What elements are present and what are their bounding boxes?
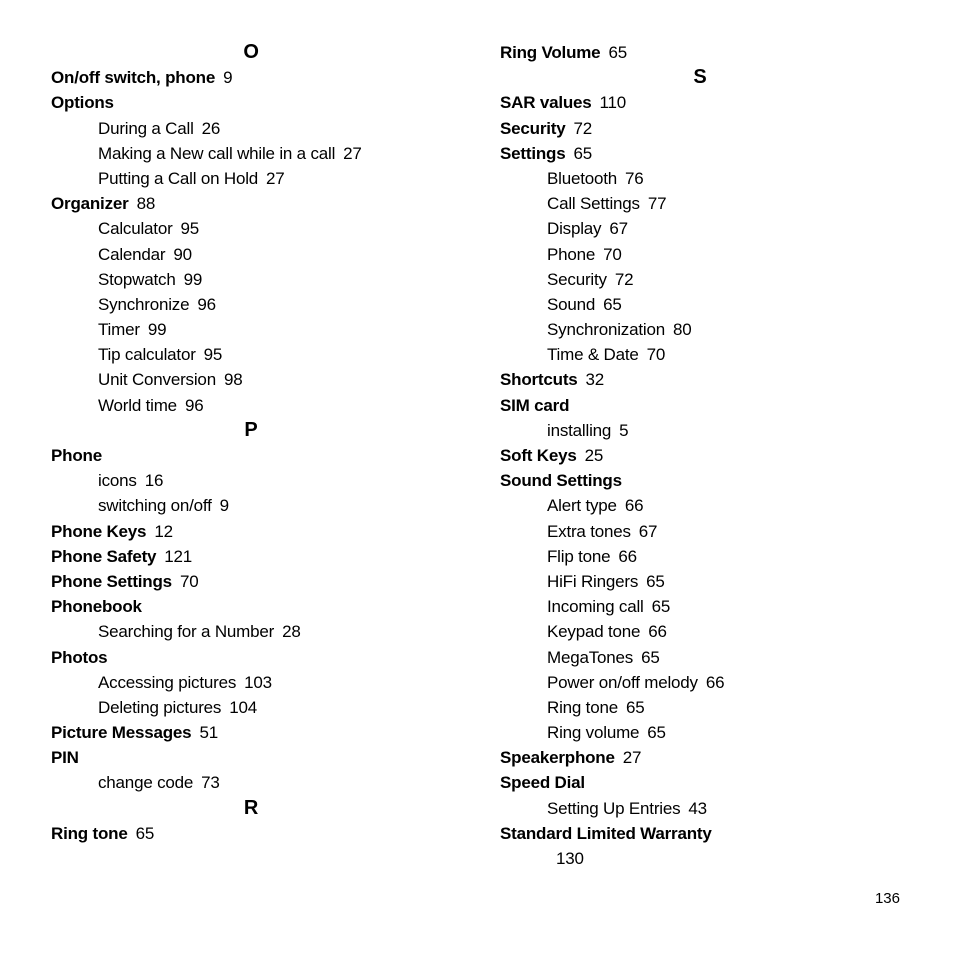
- index-subentry: [51, 393, 451, 418]
- index-term: Accessing pictures: [98, 672, 237, 692]
- index-page-ref: 99: [183, 269, 203, 289]
- index-entry: [500, 443, 900, 468]
- index-entry: [500, 40, 900, 65]
- index-subentry: [51, 267, 451, 292]
- index-section-letter: O: [243, 41, 259, 63]
- index-page-ref: 65: [641, 647, 660, 667]
- index-page-ref: 66: [618, 546, 637, 566]
- index-subentry: [51, 292, 451, 317]
- index-entry: [51, 745, 451, 770]
- index-column-left: [51, 40, 451, 846]
- index-entry: [51, 544, 451, 569]
- index-term: switching on/off: [98, 496, 212, 516]
- index-entry: [51, 645, 451, 670]
- index-entry: [500, 367, 900, 392]
- index-page-ref: 70: [179, 571, 199, 591]
- index-subentry: [500, 695, 900, 720]
- index-subentry: [500, 292, 900, 317]
- index-term: Tip calculator: [98, 345, 196, 365]
- index-page-ref: 95: [180, 219, 200, 239]
- index-page-ref: 51: [199, 723, 218, 743]
- index-term: Phone: [547, 244, 596, 264]
- index-page-ref: 65: [608, 43, 627, 62]
- index-entry: [51, 191, 451, 216]
- index-section-letter: R: [243, 796, 259, 819]
- index-page-ref: 95: [203, 345, 223, 365]
- index-subentry: [500, 418, 900, 443]
- index-section-letter: P: [244, 418, 258, 441]
- index-term: Making a New call while in a call: [98, 143, 336, 163]
- index-term: Putting a Call on Hold: [98, 168, 259, 188]
- index-page-ref: 9: [219, 496, 229, 516]
- index-page-ref: 16: [144, 471, 164, 491]
- index-entry: [51, 443, 451, 468]
- index-subentry: [51, 116, 451, 141]
- index-subentry: [51, 317, 451, 342]
- index-subentry: [51, 166, 451, 191]
- index-term: Stopwatch: [98, 269, 176, 289]
- index-term: Flip tone: [547, 546, 611, 566]
- index-page-ref: 90: [173, 244, 192, 264]
- index-term: Time & Date: [547, 345, 639, 365]
- index-subentry: [51, 770, 451, 795]
- index-subentry: [500, 720, 900, 745]
- index-entry: [500, 116, 900, 141]
- index-entry: [51, 594, 451, 619]
- index-entry: [500, 770, 900, 795]
- index-page-ref: 66: [705, 672, 725, 692]
- index-page-ref: 43: [688, 798, 707, 818]
- index-term: Sound: [547, 294, 596, 314]
- index-term: Incoming call: [547, 597, 644, 617]
- index-subentry: [500, 544, 900, 569]
- index-subentry: [500, 594, 900, 619]
- index-column-right: [500, 40, 900, 871]
- index-page-ref: 67: [609, 219, 628, 239]
- index-page-ref: 77: [647, 194, 667, 214]
- index-page-ref: 5: [619, 420, 629, 440]
- index-subentry: [51, 670, 451, 695]
- index-term: Photos: [51, 647, 108, 667]
- index-term: Ring volume: [547, 723, 640, 743]
- index-entry: [51, 90, 451, 115]
- index-subentry: [51, 619, 451, 644]
- index-page-ref: 80: [672, 320, 692, 340]
- index-term: Options: [51, 93, 114, 113]
- index-term: Unit Conversion: [98, 370, 216, 390]
- index-subentry: [51, 468, 451, 493]
- index-subentry: [500, 191, 900, 216]
- index-term: Calendar: [98, 244, 166, 264]
- index-term: Alert type: [547, 496, 617, 516]
- index-page-ref: 96: [184, 395, 204, 415]
- index-page-ref: 65: [603, 294, 622, 314]
- index-subentry: [500, 166, 900, 191]
- index-subentry: [500, 267, 900, 292]
- index-term: Organizer: [51, 194, 129, 214]
- index-term: Keypad tone: [547, 622, 641, 642]
- index-term: Searching for a Number: [98, 622, 275, 642]
- index-term: Phone: [51, 446, 102, 465]
- index-term: icons: [98, 471, 137, 491]
- index-term: Settings: [500, 143, 566, 163]
- index-entry: [500, 90, 900, 115]
- index-entry: [51, 519, 451, 544]
- index-page-ref: 25: [584, 446, 604, 465]
- index-page-ref: 65: [651, 597, 671, 617]
- index-term: SAR values: [500, 93, 592, 113]
- index-page-ref: 104: [229, 697, 257, 717]
- index-page-ref: 67: [638, 521, 658, 541]
- index-page-ref: 96: [197, 294, 216, 314]
- index-term: On/off switch, phone: [51, 68, 216, 88]
- index-term: Speakerphone: [500, 748, 615, 768]
- index-section-letter: S: [693, 66, 707, 89]
- page-number: 136: [874, 890, 900, 907]
- index-subentry: [51, 216, 451, 241]
- index-page-ref: 65: [646, 571, 665, 591]
- index-term: installing: [547, 420, 612, 440]
- index-subentry: [500, 569, 900, 594]
- index-subentry: [500, 796, 900, 821]
- index-term: Call Settings: [547, 194, 640, 214]
- index-term: Soft Keys: [500, 446, 577, 465]
- index-page-ref: 99: [147, 320, 167, 340]
- index-page-ref: 66: [648, 622, 667, 642]
- index-term: Ring tone: [547, 697, 618, 717]
- index-page-ref: 26: [201, 118, 221, 138]
- index-term: Ring Volume: [500, 43, 601, 62]
- index-entry: [500, 141, 900, 166]
- index-page-ref: 98: [223, 370, 243, 390]
- index-term: HiFi Ringers: [547, 571, 639, 591]
- index-term: change code: [98, 773, 194, 793]
- index-entry: [500, 821, 900, 846]
- index-page-ref: 72: [573, 118, 593, 138]
- index-term: Extra tones: [547, 521, 631, 541]
- index-term: During a Call: [98, 118, 194, 138]
- index-subentry: [51, 695, 451, 720]
- index-page-ref: 65: [573, 143, 592, 163]
- index-entry: [51, 65, 451, 90]
- index-entry: [500, 393, 900, 418]
- index-page-ref: 27: [266, 168, 285, 188]
- index-term: Security: [547, 269, 607, 289]
- index-term: Power on/off melody: [547, 672, 698, 692]
- index-term: Security: [500, 118, 566, 138]
- index-subentry: [51, 342, 451, 367]
- index-subentry: [500, 342, 900, 367]
- index-page-ref: 103: [244, 672, 272, 692]
- index-page-ref: 65: [135, 823, 155, 843]
- index-term: Synchronize: [98, 294, 190, 314]
- index-term: Phone Safety: [51, 546, 157, 566]
- index-entry-continuation: [500, 846, 900, 871]
- index-term: Phone Keys: [51, 521, 147, 541]
- index-page-ref: 27: [343, 143, 362, 163]
- index-term: Standard Limited Warranty: [500, 823, 712, 843]
- index-subentry: [51, 493, 451, 518]
- index-subentry: [500, 619, 900, 644]
- index-entry: [500, 745, 900, 770]
- index-page-ref: 65: [647, 723, 666, 743]
- index-term: PIN: [51, 748, 79, 768]
- index-entry: [51, 821, 451, 846]
- index-term: SIM card: [500, 395, 570, 415]
- index-subentry: [500, 519, 900, 544]
- index-term: Timer: [98, 320, 140, 340]
- index-term: Bluetooth: [547, 168, 618, 188]
- index-term: Display: [547, 219, 602, 239]
- index-page-ref: 72: [614, 269, 634, 289]
- index-term: Phonebook: [51, 597, 142, 617]
- index-page-ref: 12: [154, 521, 173, 541]
- index-page-ref: 32: [585, 370, 605, 390]
- index-page-ref: 130: [556, 849, 584, 868]
- index-page-ref: 70: [603, 244, 622, 264]
- index-term: Setting Up Entries: [547, 798, 681, 818]
- index-term: Shortcuts: [500, 370, 578, 390]
- index-term: Picture Messages: [51, 723, 192, 743]
- index-page-ref: 65: [625, 697, 645, 717]
- index-page-ref: 88: [136, 194, 156, 214]
- index-term: World time: [98, 395, 177, 415]
- index-term: Sound Settings: [500, 471, 622, 491]
- index-term: Deleting pictures: [98, 697, 222, 717]
- index-subentry: [51, 367, 451, 392]
- index-subentry: [500, 242, 900, 267]
- index-entry: [51, 569, 451, 594]
- index-page-ref: 70: [646, 345, 666, 365]
- index-term: Synchronization: [547, 320, 665, 340]
- index-page-ref: 9: [223, 68, 233, 88]
- index-subentry: [51, 242, 451, 267]
- index-page-ref: 28: [282, 622, 301, 642]
- index-page-ref: 73: [201, 773, 220, 793]
- index-term: Phone Settings: [51, 571, 172, 591]
- index-page-ref: 66: [624, 496, 644, 516]
- index-term: Calculator: [98, 219, 173, 239]
- index-page-ref: 27: [622, 748, 642, 768]
- index-page-ref: 76: [625, 168, 644, 188]
- index-subentry: [500, 317, 900, 342]
- index-subentry: [500, 216, 900, 241]
- index-page-ref: 121: [164, 546, 193, 566]
- index-subentry: [51, 141, 451, 166]
- index-page-ref: 110: [599, 93, 627, 113]
- index-term: MegaTones: [547, 647, 634, 667]
- index-entry: [51, 720, 451, 745]
- index-subentry: [500, 645, 900, 670]
- index-term: Speed Dial: [500, 773, 585, 793]
- index-entry: [500, 468, 900, 493]
- index-term: Ring tone: [51, 823, 128, 843]
- index-subentry: [500, 493, 900, 518]
- index-subentry: [500, 670, 900, 695]
